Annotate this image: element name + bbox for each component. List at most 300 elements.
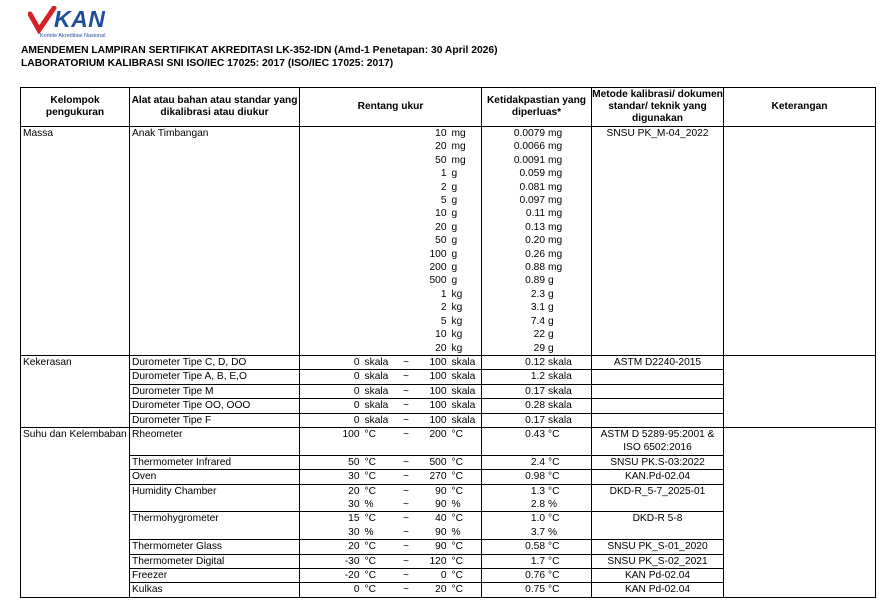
table-row (21, 583, 876, 597)
table-row (21, 261, 876, 274)
range-low-value (300, 127, 363, 141)
group-cell (21, 554, 130, 568)
table-row (21, 127, 876, 141)
group-cell (21, 154, 130, 167)
group-cell (21, 234, 130, 247)
range-separator: ~ (395, 370, 418, 384)
remarks-cell (724, 328, 876, 341)
uncertainty-cell (482, 470, 592, 484)
table-row (21, 355, 876, 369)
range-low-unit (363, 194, 395, 207)
range-high-unit: g (450, 194, 482, 207)
range-low-value: 0 (300, 583, 363, 597)
item-cell (130, 167, 300, 180)
uncertainty-value: 0.059 (519, 168, 545, 180)
table-row (21, 194, 876, 207)
group-cell (21, 583, 130, 597)
range-high-value: 50 (435, 154, 447, 166)
table-row (21, 370, 876, 384)
remarks-cell (724, 221, 876, 234)
method-cell (592, 234, 724, 247)
range-low-unit: °C (363, 583, 395, 597)
method-cell (592, 328, 724, 341)
uncertainty-cell (482, 342, 592, 356)
remarks-cell (724, 140, 876, 153)
uncertainty-cell (482, 455, 592, 469)
range-low-unit (363, 140, 395, 153)
remarks-cell (724, 441, 876, 455)
method-cell (592, 207, 724, 220)
range-high-value: 20 (435, 221, 447, 233)
range-low-value (300, 441, 363, 455)
range-separator: ~ (395, 455, 418, 469)
table-row (21, 427, 876, 441)
uncertainty-value: 0.0079 (513, 128, 545, 139)
range-high-value: 200 (418, 427, 450, 441)
item-cell: Thermometer Infrared (130, 455, 300, 469)
group-cell (21, 413, 130, 427)
range-low-value: 20 (300, 540, 363, 554)
table-row (21, 274, 876, 287)
range-separator (395, 207, 418, 220)
header-alat: Alat atau bahan atau standar yang dikalibrasi atau diukur (130, 88, 300, 127)
range-separator: ~ (395, 554, 418, 568)
range-high-value: 1 (440, 168, 447, 180)
method-cell (592, 413, 724, 427)
uncertainty-value: 0.28 (525, 400, 545, 412)
uncertainty-value: 0.58 (525, 541, 545, 553)
method-cell: SNSU PK.S-03:2022 (592, 455, 724, 469)
range-high-value: 20 (435, 141, 447, 153)
uncertainty-unit: skala (548, 414, 572, 426)
range-low-unit (363, 248, 395, 261)
uncertainty-unit: mg (548, 195, 563, 207)
range-high-unit: g (450, 181, 482, 194)
range-high-unit: °C (450, 427, 482, 441)
uncertainty-cell (482, 154, 592, 167)
uncertainty-value: 2.4 (530, 456, 545, 468)
range-high-value: 1 (440, 288, 447, 300)
remarks-cell (724, 370, 876, 384)
range-separator: ~ (395, 569, 418, 583)
method-cell (592, 194, 724, 207)
range-separator (395, 167, 418, 180)
remarks-cell (724, 540, 876, 554)
item-cell: Freezer (130, 569, 300, 583)
table-row (21, 221, 876, 234)
uncertainty-value: 0.17 (525, 385, 545, 397)
range-separator: ~ (395, 484, 418, 498)
range-low-unit (363, 234, 395, 247)
uncertainty-value: 0.11 (525, 208, 545, 220)
kan-logo (28, 6, 148, 42)
range-low-value: 0 (300, 370, 363, 384)
group-cell (21, 261, 130, 274)
uncertainty-unit: mg (548, 168, 563, 180)
range-low-value (300, 194, 363, 207)
range-high-unit: °C (450, 540, 482, 554)
range-high-value: 120 (418, 554, 450, 568)
uncertainty-value: 0.12 (525, 356, 545, 368)
item-cell (130, 498, 300, 512)
range-separator (395, 328, 418, 341)
uncertainty-unit: °C (548, 570, 560, 581)
remarks-cell (724, 455, 876, 469)
group-cell: Kekerasan (21, 355, 130, 369)
method-cell: SNSU PK_S-01_2020 (592, 540, 724, 554)
range-high-unit: g (450, 207, 482, 220)
item-cell (130, 207, 300, 220)
range-low-unit (363, 328, 395, 341)
range-low-unit: skala (363, 399, 395, 413)
uncertainty-value: 0.76 (525, 570, 545, 581)
range-high-value: 0 (418, 569, 450, 583)
range-separator (395, 261, 418, 274)
uncertainty-value: 0.0091 (513, 154, 545, 166)
method-cell (592, 399, 724, 413)
remarks-cell (724, 583, 876, 597)
uncertainty-unit: g (548, 302, 554, 314)
range-high-value: 90 (435, 526, 447, 538)
item-cell: Thermometer Digital (130, 554, 300, 568)
range-high-value: 90 (418, 540, 450, 554)
uncertainty-unit: °C (548, 513, 560, 525)
remarks-cell (724, 384, 876, 398)
uncertainty-unit: mg (548, 154, 563, 166)
logo-word: KAN (54, 6, 106, 32)
range-low-unit: °C (363, 554, 395, 568)
range-low-value: 100 (300, 427, 363, 441)
item-cell (130, 234, 300, 247)
range-low-unit: °C (363, 427, 395, 441)
range-low-value (300, 261, 363, 274)
item-cell: Durometer Tipe OO, OOO (130, 399, 300, 413)
table-row (21, 248, 876, 261)
group-cell (21, 248, 130, 261)
range-high-unit: mg (450, 127, 482, 141)
uncertainty-cell (482, 540, 592, 554)
uncertainty-value: 0.20 (525, 235, 545, 247)
uncertainty-unit: °C (548, 471, 560, 483)
uncertainty-unit: °C (548, 584, 560, 596)
range-high-value: 10 (435, 208, 447, 220)
range-high-unit: g (450, 248, 482, 261)
item-cell (130, 181, 300, 194)
group-cell (21, 540, 130, 554)
uncertainty-cell (482, 583, 592, 597)
range-high-unit: g (450, 261, 482, 274)
range-low-value (300, 181, 363, 194)
method-cell (592, 301, 724, 314)
range-high-unit: % (450, 498, 482, 512)
uncertainty-value: 0.0066 (513, 141, 545, 153)
remarks-cell (724, 470, 876, 484)
group-cell (21, 484, 130, 498)
remarks-cell (724, 342, 876, 356)
table-row (21, 441, 876, 455)
uncertainty-cell (482, 315, 592, 328)
uncertainty-value: 1.0 (530, 513, 545, 525)
uncertainty-cell (482, 207, 592, 220)
item-cell (130, 441, 300, 455)
range-low-value (300, 221, 363, 234)
group-cell (21, 399, 130, 413)
uncertainty-value: 0.17 (525, 414, 545, 426)
remarks-cell (724, 127, 876, 141)
range-low-unit: °C (363, 512, 395, 526)
range-separator: ~ (395, 413, 418, 427)
uncertainty-unit: °C (548, 555, 560, 567)
remarks-cell (724, 554, 876, 568)
uncertainty-value: 1.7 (530, 555, 545, 567)
range-high-value (418, 441, 450, 455)
range-high-value: 90 (435, 498, 447, 510)
range-high-value: 500 (429, 275, 447, 287)
table-row (21, 470, 876, 484)
range-low-unit (363, 167, 395, 180)
uncertainty-unit: g (548, 329, 554, 341)
uncertainty-unit: skala (548, 371, 572, 383)
range-low-value (300, 234, 363, 247)
uncertainty-unit: g (548, 342, 554, 354)
range-high-unit (450, 441, 482, 455)
uncertainty-value: 0.43 (525, 428, 545, 440)
table-row (21, 484, 876, 498)
range-high-unit: skala (450, 399, 482, 413)
item-cell: Rheometer (130, 427, 300, 441)
range-low-value (300, 248, 363, 261)
uncertainty-unit: g (548, 275, 554, 287)
range-low-value (300, 288, 363, 301)
range-separator (395, 301, 418, 314)
uncertainty-cell (482, 554, 592, 568)
range-high-value: 2 (440, 302, 447, 314)
table-row (21, 301, 876, 314)
table-row (21, 154, 876, 167)
range-low-value: 15 (300, 512, 363, 526)
method-cell (592, 315, 724, 328)
range-low-unit: °C (363, 484, 395, 498)
uncertainty-cell (482, 427, 592, 441)
item-cell: Humidity Chamber (130, 484, 300, 498)
range-separator: ~ (395, 399, 418, 413)
remarks-cell (724, 194, 876, 207)
uncertainty-cell (482, 194, 592, 207)
group-cell (21, 441, 130, 455)
uncertainty-value: 0.081 (519, 181, 545, 193)
remarks-cell (724, 526, 876, 540)
uncertainty-cell (482, 328, 592, 341)
method-cell (592, 248, 724, 261)
range-separator (395, 248, 418, 261)
accreditation-table (20, 87, 876, 598)
header-ketidakpastian: Ketidakpastian yang diperluas* (482, 88, 592, 127)
group-cell (21, 569, 130, 583)
range-high-value: 200 (429, 262, 447, 274)
range-separator: ~ (395, 583, 418, 597)
group-cell (21, 140, 130, 153)
group-cell (21, 384, 130, 398)
range-high-unit: skala (450, 355, 482, 369)
remarks-cell (724, 154, 876, 167)
uncertainty-unit: °C (548, 456, 560, 468)
method-cell: KAN Pd-02.04 (592, 583, 724, 597)
range-high-value: 20 (435, 342, 447, 354)
uncertainty-value: 0.88 (525, 262, 545, 274)
range-high-value: 10 (418, 127, 450, 141)
method-cell (592, 261, 724, 274)
uncertainty-cell (482, 484, 592, 498)
range-separator (395, 441, 418, 455)
range-high-value: 90 (418, 484, 450, 498)
uncertainty-value: 0.097 (519, 195, 545, 207)
group-cell (21, 526, 130, 540)
group-cell (21, 194, 130, 207)
uncertainty-cell (482, 370, 592, 384)
uncertainty-unit: mg (548, 208, 563, 220)
range-high-value: 50 (435, 235, 447, 247)
uncertainty-unit: % (548, 498, 558, 510)
range-high-value: 100 (418, 399, 450, 413)
group-cell (21, 328, 130, 341)
remarks-cell (724, 512, 876, 526)
range-high-value: 100 (418, 384, 450, 398)
item-cell: Thermohygrometer (130, 512, 300, 526)
range-separator (395, 154, 418, 167)
uncertainty-value: 0.98 (525, 471, 545, 483)
range-high-unit: skala (450, 384, 482, 398)
range-low-unit (363, 315, 395, 328)
item-cell (130, 154, 300, 167)
uncertainty-unit: mg (548, 181, 563, 193)
item-cell: Anak Timbangan (130, 127, 300, 141)
range-low-unit: skala (363, 355, 395, 369)
range-separator (395, 221, 418, 234)
uncertainty-value: 3.7 (530, 526, 545, 538)
method-cell: KAN Pd-02.04 (592, 569, 724, 583)
uncertainty-cell (482, 181, 592, 194)
item-cell: Kulkas (130, 583, 300, 597)
item-cell: Durometer Tipe F (130, 413, 300, 427)
uncertainty-unit: g (548, 288, 554, 300)
group-cell (21, 181, 130, 194)
group-cell (21, 274, 130, 287)
range-low-unit: °C (363, 569, 395, 583)
range-high-unit: kg (450, 328, 482, 341)
uncertainty-cell (482, 127, 592, 141)
range-high-unit: g (450, 167, 482, 180)
range-high-value: 100 (429, 248, 447, 260)
method-cell (592, 498, 724, 512)
uncertainty-cell (482, 288, 592, 301)
uncertainty-cell (482, 301, 592, 314)
uncertainty-cell (482, 526, 592, 540)
method-cell: ISO 6502:2016 (592, 441, 724, 455)
range-low-unit (363, 301, 395, 314)
uncertainty-value: 0.75 (525, 584, 545, 596)
range-separator (395, 274, 418, 287)
table-row (21, 526, 876, 540)
range-high-value: 20 (418, 583, 450, 597)
range-low-unit: % (364, 526, 374, 538)
item-cell (130, 140, 300, 153)
remarks-cell (724, 274, 876, 287)
table-row (21, 342, 876, 356)
range-low-value (300, 315, 363, 328)
uncertainty-cell (482, 167, 592, 180)
range-high-unit: kg (450, 288, 482, 301)
group-cell (21, 167, 130, 180)
document-subtitle: LABORATORIUM KALIBRASI SNI ISO/IEC 17025: 2017 (ISO/IEC 17025: 2017) (21, 58, 394, 69)
range-low-unit (363, 207, 395, 220)
range-separator: ~ (395, 540, 418, 554)
method-cell: ASTM D 5289-95:2001 & (592, 427, 724, 441)
method-cell (592, 370, 724, 384)
uncertainty-value: 0.89 (525, 275, 545, 287)
range-high-unit: skala (450, 370, 482, 384)
range-low-unit: °C (363, 455, 395, 469)
remarks-cell (724, 498, 876, 512)
table-row (21, 328, 876, 341)
uncertainty-cell (482, 140, 592, 153)
range-low-value: 30 (300, 526, 363, 540)
remarks-cell (724, 234, 876, 247)
range-high-value: 2 (440, 181, 447, 193)
range-high-value: 100 (418, 370, 450, 384)
range-low-unit (363, 441, 395, 455)
method-cell (592, 526, 724, 540)
group-cell: Suhu dan Kelembaban (21, 427, 130, 441)
uncertainty-cell (482, 221, 592, 234)
table-row (21, 413, 876, 427)
method-cell (592, 181, 724, 194)
item-cell (130, 221, 300, 234)
range-low-value (300, 274, 363, 287)
item-cell (130, 526, 300, 540)
group-cell (21, 512, 130, 526)
range-low-value (300, 328, 363, 341)
range-low-value: 50 (300, 455, 363, 469)
range-high-unit: °C (450, 455, 482, 469)
range-low-value: 0 (300, 355, 363, 369)
uncertainty-cell (482, 498, 592, 512)
range-high-unit: °C (450, 484, 482, 498)
method-cell (592, 221, 724, 234)
range-high-unit: % (450, 526, 482, 540)
range-low-value: 0 (300, 413, 363, 427)
item-cell (130, 194, 300, 207)
remarks-cell (724, 248, 876, 261)
range-low-value: 30 (300, 498, 363, 512)
range-separator (395, 288, 418, 301)
method-cell: SNSU PK_M-04_2022 (592, 127, 724, 141)
range-high-value: 40 (418, 512, 450, 526)
group-cell (21, 301, 130, 314)
range-low-unit (363, 127, 395, 141)
range-low-unit (363, 154, 395, 167)
table-row (21, 540, 876, 554)
item-cell (130, 328, 300, 341)
group-cell: Massa (21, 127, 130, 141)
header-metode: Metode kalibrasi/ dokumen standar/ teknik yang digunakan (592, 88, 724, 127)
table-row (21, 384, 876, 398)
table-row (21, 399, 876, 413)
uncertainty-cell (482, 384, 592, 398)
range-separator: ~ (403, 526, 409, 538)
range-low-value: -20 (300, 569, 363, 583)
range-low-value (300, 207, 363, 220)
range-separator: ~ (395, 355, 418, 369)
